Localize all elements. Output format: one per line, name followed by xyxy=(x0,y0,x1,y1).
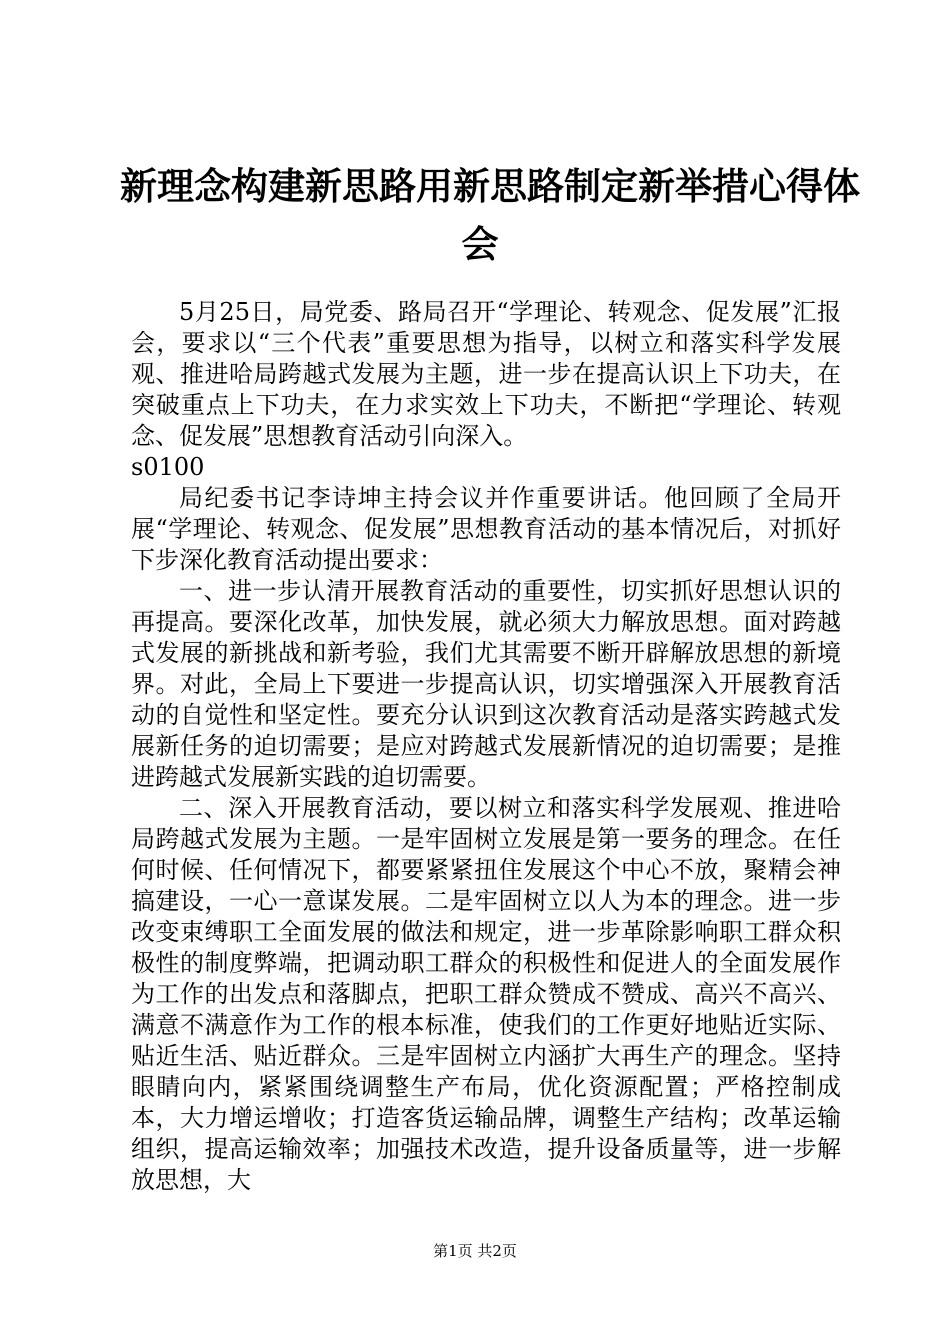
title-line-1: 新理念构建新思路用新思路制定新举措心得体 xyxy=(120,165,860,208)
paragraph-speech: 局纪委书记李诗坤主持会议并作重要讲话。他回顾了全局开展“学理论、转观念、促发展”思想教育活动的基本情况后，对抓好下步深化教育活动提出要求： xyxy=(131,484,841,574)
page-number: 第1页 共2页 xyxy=(433,1242,517,1260)
document-body xyxy=(131,297,841,1196)
document-title xyxy=(120,158,860,274)
paragraph-point-two: 二、深入开展教育活动，要以树立和落实科学发展观、推进哈局跨越式发展为主题。一是牢固树立发展是第一要务的理念。在任何时候、任何情况下，都要紧紧扭住发展这个中心不放，聚精会神搞建设，一心一意谋发展。二是牢固树立以人为本的理念。进一步改变束缚职工全面发展的做法和规定，进一步革除影响职工群众积极性的制度弊端，把调动职工群众的积极性和促进人的全面发展作为工作的出发点和落脚点，把职工群众赞成不赞成、高兴不高兴、满意不满意作为工作的根本标准，使我们的工作更好地贴近实际、贴近生活、贴近群众。三是牢固树立内涵扩大再生产的理念。坚持眼睛向内，紧紧围绕调整生产布局，优化资源配置；严格控制成本，大力增运增收；打造客货运输品牌，调整生产结构；改革运输组织，提高运输效率；加强技术改造，提升设备质量等，进一步解放思想，大 xyxy=(131,794,841,1194)
paragraph-point-one: 一、进一步认清开展教育活动的重要性，切实抓好思想认识的再提高。要深化改革，加快发展，就必须大力解放思想。面对跨越式发展的新挑战和新考验，我们尤其需要不断开辟解放思想的新境界。对此，全局上下要进一步提高认识，切实增强深入开展教育活动的自觉性和坚定性。要充分认识到这次教育活动是落实跨越式发展新任务的迫切需要；是应对跨越式发展新情况的迫切需要；是推进跨越式发展新实践的迫切需要。 xyxy=(131,577,841,791)
paragraph-code: s0100 xyxy=(131,453,205,481)
title-line-2: 会 xyxy=(461,223,499,266)
paragraph-intro: 5月25日，局党委、路局召开“学理论、转观念、促发展”汇报会，要求以“三个代表”重要思想为指导，以树立和落实科学发展观、推进哈局跨越式发展为主题，进一步在提高认识上下功夫，在突破重点上下功夫，在力求实效上下功夫，不断把“学理论、转观念、促发展”思想教育活动引向深入。 xyxy=(131,298,841,450)
